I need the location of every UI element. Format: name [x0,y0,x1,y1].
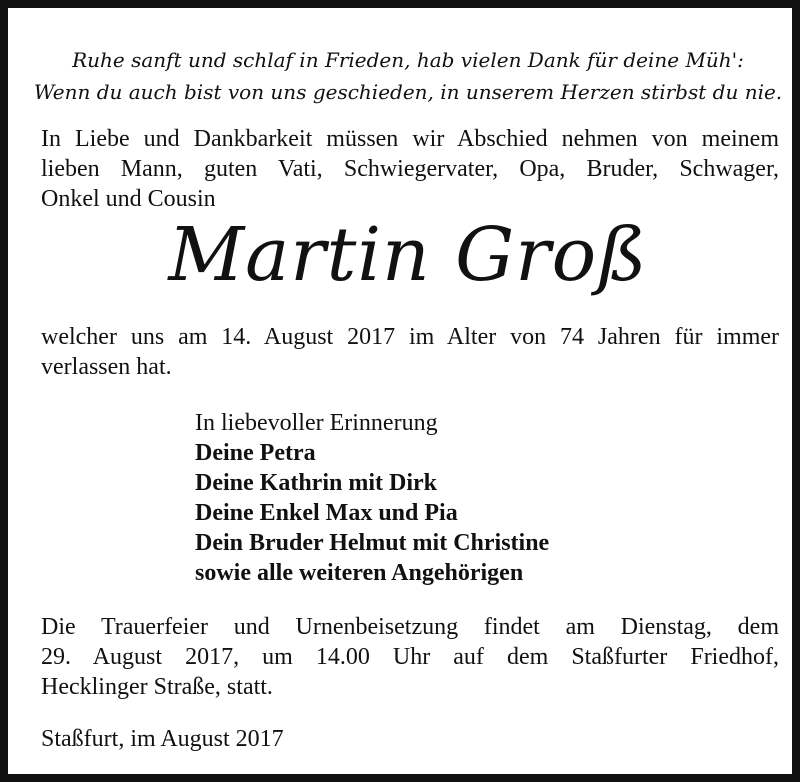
mourner-name: Deine Kathrin mit Dirk [195,470,437,496]
funeral-line-3: Hecklinger Straße, statt. [41,674,273,700]
mourner-name: sowie alle weiteren Angehörigen [195,560,524,586]
place-and-date: Staßfurt, im August 2017 [41,726,284,752]
deceased-name: Martin Groß [168,212,648,298]
intro-line-2: lieben Mann, guten Vati, Schwiegervater, Opa, Bruder, Schwager, [41,156,779,182]
intro-line-1: In Liebe und Dankbarkeit müssen wir Abschied nehmen von meinem [41,126,779,152]
mourner-name: Deine Enkel Max und Pia [195,500,458,526]
mourner-name: Deine Petra [195,440,316,466]
poem-line-2: Wenn du auch bist von uns geschieden, in unserem Herzen stirbst du nie. [33,80,783,104]
funeral-line-1: Die Trauerfeier und Urnenbeisetzung findet am Dienstag, dem [41,614,779,640]
death-line-2: verlassen hat. [41,354,172,380]
mourner-name: Dein Bruder Helmut mit Christine [195,530,550,556]
poem-line-1: Ruhe sanft und schlaf in Frieden, hab vielen Dank für deine Müh': [72,48,744,72]
funeral-line-2: 29. August 2017, um 14.00 Uhr auf dem Staßfurter Friedhof, [41,644,779,670]
mourners-heading: In liebevoller Erinnerung [195,410,438,436]
death-line-1: welcher uns am 14. August 2017 im Alter von 74 Jahren für immer [41,324,779,350]
intro-line-3: Onkel und Cousin [41,186,216,212]
